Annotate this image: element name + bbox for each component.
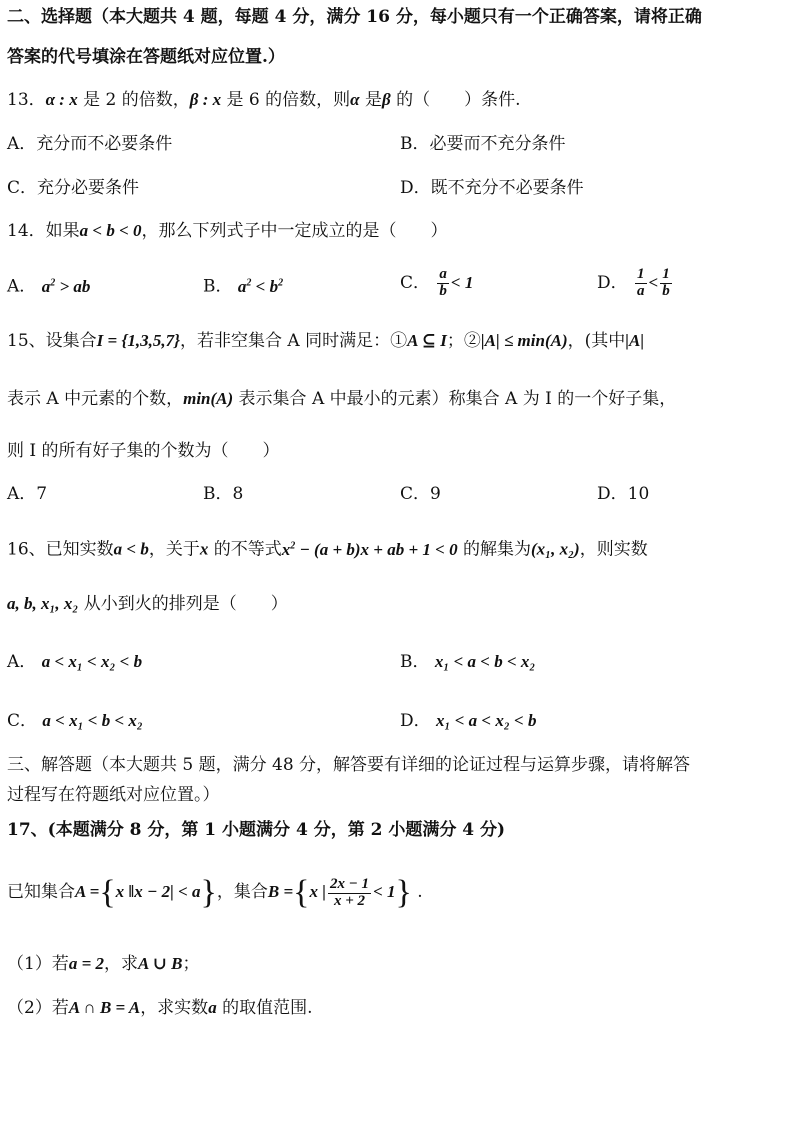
option-letter: C． — [400, 484, 431, 504]
q17-text-1: ，集合 — [216, 882, 268, 902]
option-text: 充分而不必要条件 — [36, 134, 173, 154]
numerator: 2x − 1 — [329, 875, 370, 892]
q15-math-card: |A| ≤ min(A) — [480, 331, 568, 350]
option-letter: B． — [203, 276, 233, 297]
option-text: 既不充分不必要条件 — [430, 178, 584, 198]
option-letter: B． — [203, 484, 233, 504]
set-b-prefix: B = — [267, 882, 294, 901]
set-a-body: x ‖x − 2| < a — [115, 882, 201, 901]
right-brace: } — [200, 874, 217, 912]
question-17-header: 17、(本题满分 8 分，第 1 小题满分 4 分，第 2 小题满分 4 分) — [7, 820, 506, 840]
option-text: 8 — [232, 484, 244, 504]
option-letter: C． — [7, 178, 38, 198]
option-text: 7 — [36, 484, 48, 504]
option-text: 充分必要条件 — [37, 178, 140, 198]
q15-number: 15、设集合 — [7, 331, 97, 351]
q17-text-0: 已知集合 — [7, 882, 75, 902]
q16-text-1: ，关于 — [148, 539, 200, 560]
option-math — [42, 277, 91, 296]
q17-p1-end: ； — [182, 954, 200, 974]
q16-option-c — [7, 708, 143, 734]
q16-text-3: 的解集为 — [457, 539, 532, 560]
q16-option-d — [400, 708, 536, 734]
q17-p2-end: 的取值范围. — [216, 998, 313, 1018]
question-16-line2 — [7, 591, 786, 617]
option-letter: D． — [400, 711, 431, 731]
fraction — [660, 267, 672, 300]
right-brace: } — [395, 874, 412, 912]
q17-p1-text: ，求 — [104, 954, 139, 974]
option-letter: B． — [400, 652, 430, 672]
fraction — [437, 267, 449, 300]
q17-p1-math-1: a = 2 — [68, 954, 105, 973]
question-13 — [7, 87, 786, 113]
denominator: b — [439, 283, 447, 299]
option-math — [238, 277, 283, 296]
option-math: a < x₁ < x₂ < b — [41, 652, 143, 671]
q13-math-beta-x: β : x — [189, 90, 222, 109]
q17-set-a — [75, 874, 217, 912]
q16-option-b — [400, 649, 535, 675]
option-math: x₁ < a < x₂ < b — [436, 711, 537, 730]
q14-option-b — [203, 270, 283, 300]
denominator: b — [662, 283, 670, 299]
q15-option-c — [400, 481, 441, 507]
q13-text-4: 的（ ）条件. — [390, 90, 521, 110]
numerator: 1 — [637, 266, 645, 283]
q16-option-a — [7, 649, 142, 675]
denominator: a — [637, 283, 645, 299]
set-b-rest: < 1 — [373, 882, 396, 901]
q15-line2-text-0: 表示 A 中元素的个数， — [7, 389, 184, 409]
q13-text-2: 是 6 的倍数，则 — [221, 90, 351, 110]
option-letter: A． — [7, 484, 37, 504]
question-14 — [7, 218, 786, 244]
less-than: < — [648, 273, 659, 292]
question-15-line3: 则 I 的所有好子集的个数为（ ） — [7, 441, 280, 461]
q15-text-1: ，若非空集合 A 同时满足：① — [180, 331, 408, 351]
q13-option-c — [7, 175, 139, 201]
option-text: 9 — [430, 484, 441, 504]
fraction — [635, 267, 647, 300]
section3-header-line1: 三、解答题（本大题共 5 题，满分 48 分，解答要有详细的论证过程与运算步骤，请将解答 — [7, 755, 691, 775]
option-math: a < x₁ < b < x₂ — [42, 711, 143, 730]
q15-set-i: I = {1,3,5,7} — [96, 331, 181, 350]
q17-text-2: . — [411, 882, 423, 902]
exponent: 2 — [278, 277, 284, 288]
question-17-statement — [7, 862, 786, 922]
left-brace: { — [293, 874, 310, 912]
q16-solution-interval: (x₁, x₂) — [531, 539, 580, 559]
q15-line2-text-1: 表示集合 A 中最小的元素）称集合 A 为 I 的一个好子集， — [233, 389, 677, 409]
q14-condition: a < b < 0 — [79, 221, 142, 240]
option-math: x₁ < a < b < x₂ — [434, 652, 536, 671]
q16-text-2: 的不等式 — [208, 539, 282, 560]
question-16-line1 — [7, 533, 786, 563]
numerator: 1 — [662, 266, 670, 283]
ineq-exponent: 2 — [290, 540, 296, 551]
option-math-rest: < 1 — [450, 273, 474, 292]
q15-option-b — [203, 481, 243, 507]
ineq-base: x — [281, 539, 291, 559]
option-letter: A． — [7, 134, 37, 154]
numerator: a — [439, 266, 447, 283]
section2-header-line1: 二、选择题（本大题共 4 题，每题 4 分，满分 16 分，每小题只有一个正确答案，请将正确 — [7, 7, 702, 27]
rest: > ab — [55, 276, 91, 296]
q13-math-beta: β — [381, 90, 391, 109]
q16-number: 16、已知实数 — [7, 539, 114, 560]
section3-header-line2: 过程写在符题纸对应位置。） — [7, 785, 220, 805]
option-text: 必要而不充分条件 — [429, 134, 566, 154]
q14-option-c — [400, 258, 473, 308]
q15-math-subset: A ⊆ I — [407, 331, 447, 350]
q15-option-d — [597, 481, 649, 507]
left-brace: { — [99, 874, 116, 912]
set-a-prefix: A = — [75, 882, 100, 901]
set-b-var: x | — [309, 882, 326, 901]
option-letter: D． — [597, 484, 628, 504]
question-17-part2 — [7, 995, 786, 1021]
middle: < b — [251, 276, 279, 296]
q15-option-a — [7, 481, 47, 507]
option-letter: C． — [7, 711, 38, 731]
option-letter: D． — [400, 178, 431, 198]
option-letter: B． — [400, 134, 430, 154]
q13-number: 13． — [7, 90, 46, 110]
q15-text-3: ，(其中 — [567, 331, 626, 351]
q14-option-d — [597, 258, 674, 308]
q15-text-2: ；② — [446, 331, 481, 351]
q17-p1-math-2: A ∪ B — [138, 954, 183, 973]
exponent: 2 — [50, 277, 56, 288]
q13-option-b — [400, 131, 566, 157]
q13-text-1: 是 2 的倍数， — [77, 90, 190, 110]
exponent: 2 — [246, 277, 252, 288]
q16-inequality — [282, 540, 458, 559]
denominator: x + 2 — [333, 892, 366, 909]
q14-tail: ，那么下列式子中一定成立的是（ ） — [141, 221, 448, 241]
question-15-line2 — [7, 386, 786, 412]
question-17-part1 — [7, 951, 786, 977]
q16-line2-math: a, b, x₁, x₂ — [7, 594, 79, 613]
q13-math-alpha: α — [350, 90, 360, 109]
fraction — [328, 877, 371, 910]
option-letter: A． — [7, 652, 37, 672]
q13-text-3: 是 — [359, 90, 382, 110]
q16-text-4: ，则实数 — [579, 539, 648, 560]
q13-option-a — [7, 131, 172, 157]
q13-option-d — [400, 175, 584, 201]
q14-number: 14．如果 — [7, 221, 80, 241]
option-text: 10 — [627, 484, 650, 504]
q16-math-a-lt-b: a < b — [113, 539, 149, 559]
base: a — [237, 276, 247, 296]
q16-math-x: x — [199, 539, 209, 559]
ineq-rest: − (a + b)x + ab + 1 < 0 — [295, 539, 458, 559]
q16-line2-text: 从小到火的排列是（ ） — [78, 594, 288, 614]
q17-p2-math-1: A ∩ B = A — [68, 998, 141, 1017]
base: a — [41, 276, 51, 296]
q17-set-b — [267, 874, 412, 912]
q17-p2-math-2: a — [208, 998, 217, 1017]
q15-line2-math: min(A) — [183, 389, 234, 408]
q13-math-alpha-x: α : x — [45, 90, 78, 109]
q17-p2-text: ，求实数 — [140, 998, 209, 1018]
option-letter: A． — [7, 276, 37, 297]
option-letter: C． — [400, 273, 431, 293]
q17-p2-label: （2）若 — [7, 998, 69, 1018]
option-letter: D． — [597, 273, 628, 293]
q14-option-a — [7, 270, 90, 300]
question-15-line1 — [7, 328, 786, 354]
section2-header-line2: 答案的代号填涂在答题纸对应位置.） — [7, 47, 285, 67]
q15-math-abs: |A| — [625, 331, 645, 350]
q17-p1-label: （1）若 — [7, 954, 69, 974]
